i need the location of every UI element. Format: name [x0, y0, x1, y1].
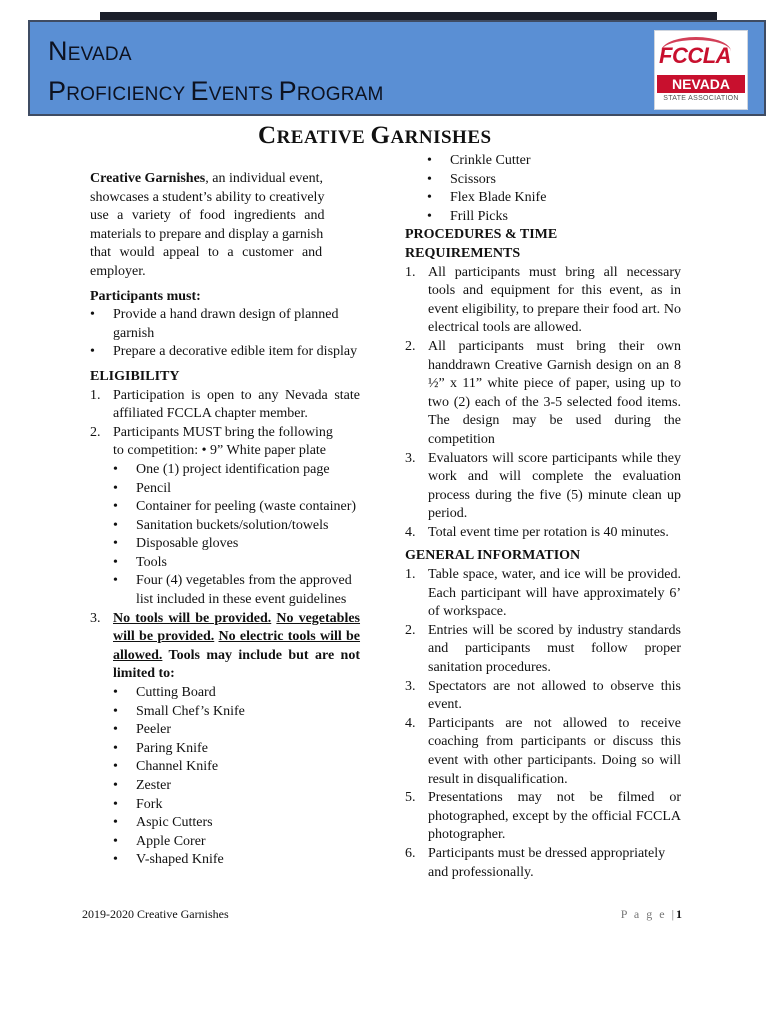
list-item: • Cutting Board	[113, 685, 216, 701]
list-item: • Flex Blade Knife	[427, 190, 547, 206]
general-info-item: 3. Spectators are not allowed to observe this event.	[405, 678, 681, 713]
general-info-item: 1. Table space, water, and ice will be provided. Each participant will have approximately 6’ of workspace.	[405, 567, 681, 620]
logo-brand: FCCLA	[659, 43, 732, 68]
participants-must-heading: Participants must:	[90, 288, 201, 304]
logo-subtitle: STATE ASSOCIATION	[663, 95, 739, 102]
list-item: • Provide a hand drawn design of planned garnish	[90, 307, 339, 341]
list-item: • Zester	[113, 778, 171, 793]
program-banner	[28, 20, 766, 116]
list-item: • Paring Knife	[113, 740, 208, 756]
eligibility-item: 2. Participants MUST bring the following to competition: • 9” White paper plate	[90, 424, 333, 459]
list-item: • Frill Picks	[427, 208, 508, 224]
eligibility-item: 1. Participation is open to any Nevada state affiliated FCCLA chapter member.	[90, 387, 360, 422]
procedures-heading: PROCEDURES & TIME REQUIREMENTS	[405, 227, 558, 261]
list-item: • Crinkle Cutter	[427, 153, 531, 168]
list-item: • Peeler	[113, 722, 171, 738]
list-item: • Fork	[113, 796, 163, 812]
general-info-item: 4. Participants are not allowed to receive coaching from participants or discuss this event with other participants. Doing so will result in disqualification.	[405, 715, 681, 787]
list-item: • Four (4) vegetables from the approved list included in these event guidelines	[113, 573, 352, 608]
list-item: • Container for peeling (waste container)	[113, 499, 357, 515]
procedure-item: 2. All participants must bring their own handdrawn Creative Garnish design on an 8 ½” x 11” white piece of paper, using up to two (2) each of the 3-5 selected food items. The design may be used during the competition	[405, 338, 681, 447]
procedure-item: 1. All participants must bring all necessary tools and equipment for this event, as in event eligibility, to prepare their food art. No electrical tools are allowed.	[405, 264, 681, 336]
list-item: • Tools	[113, 554, 167, 570]
list-item: • Aspic Cutters	[113, 815, 213, 831]
logo-state: NEVADA	[657, 75, 745, 93]
list-item: • Apple Corer	[113, 833, 206, 849]
right-column	[405, 152, 681, 882]
list-item: • Channel Knife	[113, 759, 219, 775]
general-info-item: 2. Entries will be scored by industry standards and participants must follow proper sanitation procedures.	[405, 622, 681, 676]
intro-paragraph: Creative Garnishes, an individual event, showcases a student’s ability to creatively use a variety of food ingredients and materials to prepare and display a garnish that would appeal to a customer and employer.	[90, 171, 325, 279]
general-info-item: 5. Presentations may not be filmed or photographed, except by the official FCCLA photographer.	[405, 790, 681, 843]
tools-list-continued	[405, 152, 681, 226]
footer-page-number: P a g e |1	[620, 907, 682, 921]
list-item: • One (1) project identification page	[113, 461, 330, 477]
list-item: • Pencil	[113, 480, 171, 496]
eligibility-heading: ELIGIBILITY	[90, 368, 180, 384]
list-item: • Scissors	[427, 171, 496, 187]
list-item: • V-shaped Knife	[113, 852, 224, 868]
footer-document-name: 2019-2020 Creative Garnishes	[82, 907, 229, 921]
list-item: • Prepare a decorative edible item for display	[90, 344, 358, 360]
fccla-nevada-logo	[654, 30, 748, 110]
procedure-item: 4. Total event time per rotation is 40 minutes.	[405, 524, 669, 540]
general-info-heading: GENERAL INFORMATION	[405, 548, 581, 564]
tools-list	[90, 684, 360, 870]
list-item: • Sanitation buckets/solution/towels	[113, 517, 329, 533]
general-info-item: 6. Participants must be dressed appropriately and professionally.	[405, 845, 666, 880]
list-item: • Small Chef’s Knife	[113, 703, 245, 719]
eligibility-item: 3. No tools will be provided. No vegetables will be provided. No electric tools will be allowed. Tools may include but are not limited to:	[90, 610, 361, 682]
bring-list	[90, 461, 360, 610]
left-column	[90, 170, 360, 870]
banner-line-1: NEVADA	[48, 36, 132, 66]
banner-line-2: PROFICIENCY EVENTS PROGRAM	[48, 76, 384, 106]
list-item: • Disposable gloves	[113, 536, 239, 552]
page-title: CREATIVE GARNISHES	[258, 122, 492, 149]
procedure-item: 3. Evaluators will score participants while they work and will complete the evaluation process during the five (5) minute clean up period.	[405, 450, 681, 522]
